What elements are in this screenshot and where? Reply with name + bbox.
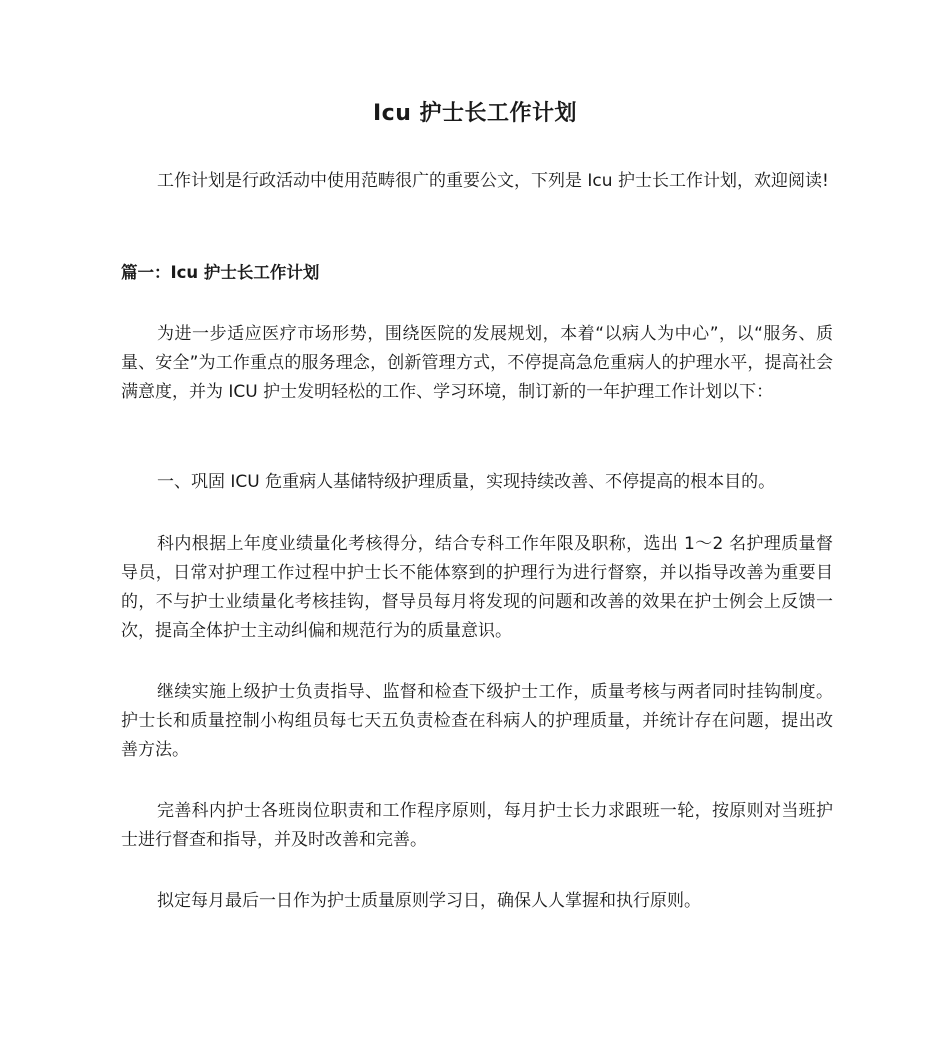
body-paragraph: 完善科内护士各班岗位职责和工作程序原则，每月护士长力求跟班一轮，按原则对当班护士进行督查和指导，并及时改善和完善。 xyxy=(121,801,833,850)
body-paragraph: 为进一步适应医疗市场形势，围绕医院的发展规划，本着“以病人为中心”，以“服务、质量、安全”为工作重点的服务理念，创新管理方式，不停提高急危重病人的护理水平，提高社会满意度，并为 ICU 护士发明轻松的工作、学习环境，制订新的一年护理工作计划以下： xyxy=(121,324,833,402)
document-title: Icu 护士长工作计划 xyxy=(372,101,578,126)
body-paragraph: 拟定每月最后一日作为护士质量原则学习日，确保人人掌握和执行原则。 xyxy=(157,891,701,911)
body-paragraph: 科内根据上年度业绩量化考核得分，结合专科工作年限及职称，选出 1～2 名护理质量督导员，日常对护理工作过程中护士长不能体察到的护理行为进行督察，并以指导改善为重要目的，不与护士业绩量化考核挂钩，督导员每月将发现的问题和改善的效果在护士例会上反馈一次，提高全体护士主动纠偏和规范行为的质量意识。 xyxy=(121,534,833,641)
intro-paragraph: 工作计划是行政活动中使用范畴很广的重要公文，下列是 Icu 护士长工作计划，欢迎阅读! xyxy=(157,171,829,191)
body-paragraph: 继续实施上级护士负责指导、监督和检查下级护士工作，质量考核与两者同时挂钩制度。护士长和质量控制小构组员每七天五负责检查在科病人的护理质量，并统计存在问题，提出改善方法。 xyxy=(121,682,833,760)
body-paragraph: 一、巩固 ICU 危重病人基储特级护理质量，实现持续改善、不停提高的根本目的。 xyxy=(157,472,776,492)
section-heading: 篇一：Icu 护士长工作计划 xyxy=(121,263,320,282)
